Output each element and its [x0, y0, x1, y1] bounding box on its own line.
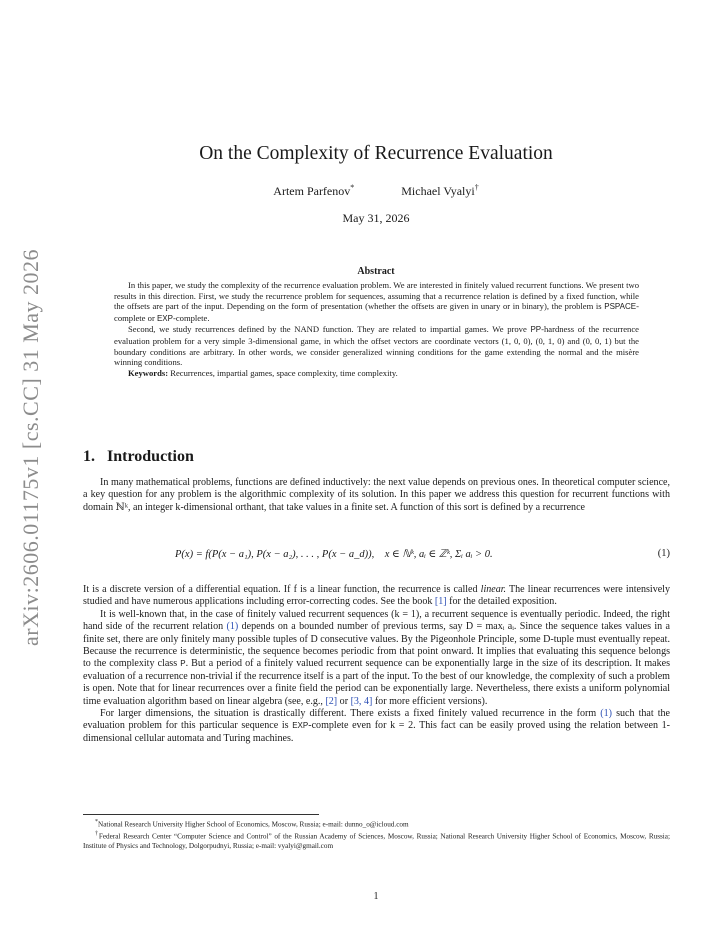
citation-link[interactable]: [2]	[325, 695, 338, 707]
author-2: Michael Vyalyi†	[401, 183, 479, 198]
paper-title: On the Complexity of Recurrence Evaluation	[199, 143, 553, 164]
intro-paragraph-1: In many mathematical problems, functions are defined inductively: the next value depends on previous ones. In theoretical computer science, a key question for any problem is the algorithmic complexity of its solution. In this paper we address this question for recurrent functions with domain ℕᵏ, an integer k-dimensional orthant, that take values in a finite set. A function of this sort is defined by a recurrence	[83, 477, 670, 513]
footnote-rule	[83, 814, 319, 815]
abstract-paragraph-2: Second, we study recurrences defined by the NAND function. They are related to impartial games. We prove PP-hardness of the recurrence evaluation problem for a very simple 3-dimensional game, in which the offset vectors are coordinate vectors (1, 0, 0), (0, 1, 0) and (0, 0, 1) but the boundary conditions are arbitrary. In other words, we consider generalized winning conditions for the game extending the normal and the misère winning conditions.	[114, 324, 639, 368]
footnotes	[83, 818, 670, 852]
intro-body	[83, 584, 670, 745]
intro-paragraph-4: For larger dimensions, the situation is drastically different. There exists a fixed finitely valued recurrence in the form (1) such that the evaluation problem for this particular sequence is EXP-complete even for k = 2. This fact can be easily proved using the relation between 1-dimensional cellular automata and Turing machines.	[83, 708, 670, 744]
equation-1: P(x) = f(P(x − a₁), P(x − a₂), . . . , P(x − a_d)), x ∈ ℕᵏ, aᵢ ∈ ℤᵏ, Σᵢ aᵢ > 0. (1)	[175, 548, 670, 560]
intro-paragraph-3: It is well-known that, in the case of finitely valued recurrent sequences (k = 1), a recurrent sequence is eventually periodic. Indeed, the right hand side of the recurrent relation (1) depends on a bounded number of previous terms, say D = maxᵢ aᵢ. Since the sequence takes values in a finite set, there are only finitely many possible tuples of D consecutive values. By the Pigeonhole Principle, some D-tuple must eventually repeat. Because the recurrence is deterministic, the sequence becomes periodic from that point onward. It implies that evaluating this sequence belongs to the complexity class P. But a period of a finitely valued recurrent sequence can be exponentially large in the size of its description. It makes evaluation of a recurrence non-trivial if the recurrence itself is a part of the input. To the best of our knowledge, the complexity of such a problem is open. Note that for linear recurrences over a finite field the period can be exponentially large. Nevertheless, there exists a uniform polynomial time evaluation algorithm based on linear algebra (see, e.g., [2] or [3, 4] for more efficient versions).	[83, 608, 670, 707]
intro-paragraph-2: It is a discrete version of a differential equation. If f is a linear function, the recurrence is called linear. The linear recurrences were intensively studied and have numerous applications including error-correcting codes. See the book [1] for the detailed exposition.	[83, 584, 670, 608]
paper-date: May 31, 2026	[342, 211, 410, 225]
abstract-heading: Abstract	[357, 266, 395, 277]
abstract	[114, 280, 639, 378]
footnote-1: *National Research University Higher School of Economics, Moscow, Russia; e-mail: dunno_o@icloud.com	[95, 819, 409, 829]
author-1: Artem Parfenov*	[273, 183, 355, 198]
citation-link[interactable]: [3, 4]	[350, 695, 373, 707]
section-heading: 1. Introduction	[83, 448, 194, 465]
equation-link[interactable]: (1)	[600, 708, 612, 720]
equation-link[interactable]: (1)	[226, 621, 239, 633]
footnote-2: †Federal Research Center “Computer Science and Control” of the Russian Academy of Sciences, Moscow, Russia; National Research University Higher School of Economics, Moscow, Russia; Institute of Physics and Technology, Dolgorpudnyi, Russia; e-mail: vyalyi@gmail.com	[83, 830, 670, 850]
citation-link[interactable]: [1]	[434, 596, 447, 608]
page-number: 1	[373, 891, 379, 902]
equation-number: (1)	[657, 548, 670, 559]
abstract-paragraph-1: In this paper, we study the complexity of the recurrence evaluation problem. We are interested in finitely valued recurrent functions. We present two results in this direction. First, we study the recurrence problem for sequences, assuming that a recurrence relation is defined by a fixed function, while the offsets are part of the input. Depending on the form of presentation (whether the offsets are given in unary or in binary), the problem is PSPACE-complete or EXP-complete.	[114, 280, 639, 323]
keywords: Keywords: Recurrences, impartial games, space complexity, time complexity.	[128, 367, 398, 378]
arxiv-stamp: arXiv:2606.01175v1 [cs.CC] 31 May 2026	[18, 248, 43, 646]
author-list	[0, 183, 720, 199]
